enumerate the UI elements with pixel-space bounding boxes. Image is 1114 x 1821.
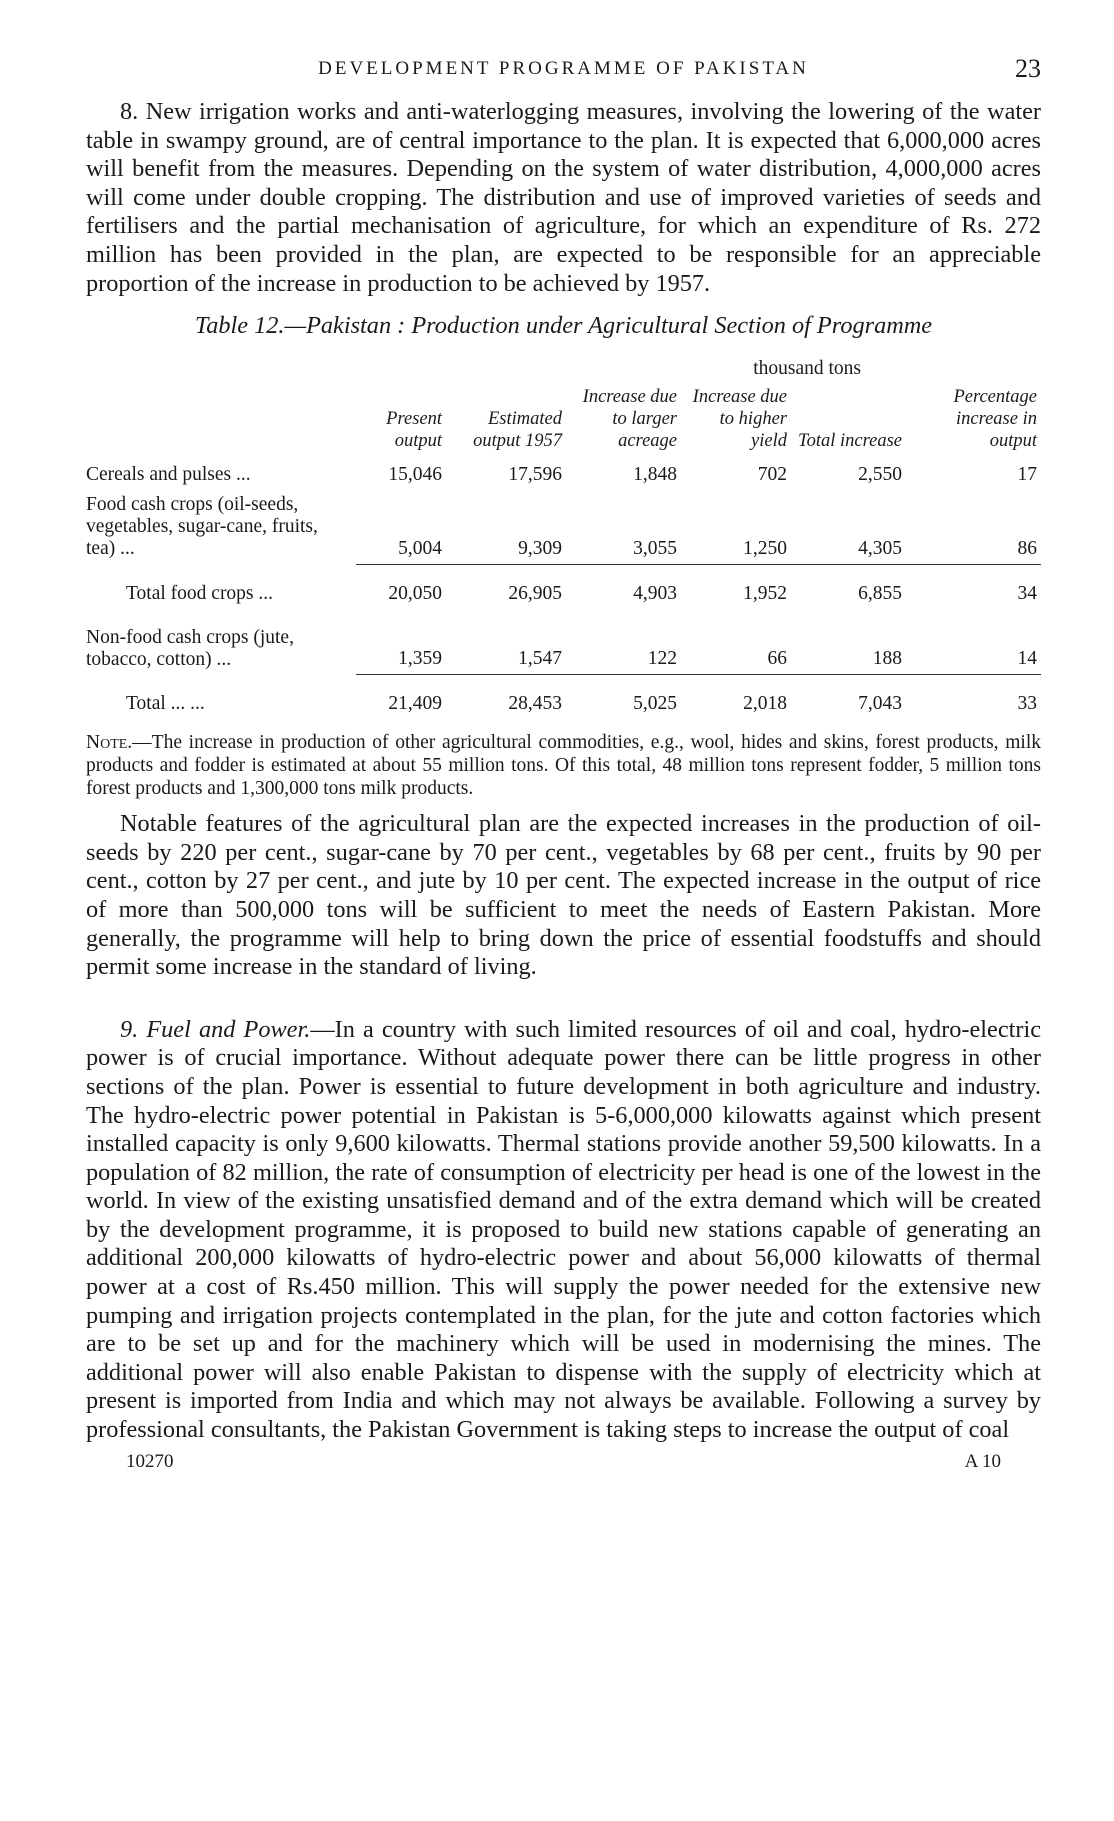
paragraph-9 [86, 1016, 1041, 1445]
row-label: Total food crops ... [126, 582, 274, 604]
document-page [86, 54, 1042, 1475]
cell-present: 21,409 [356, 675, 446, 720]
col-header: Present output [386, 409, 442, 452]
cell-total: 4,305 [858, 537, 902, 559]
cell-percentage: 34 [906, 564, 1041, 609]
table-row [86, 460, 1041, 490]
cell-estimated: 26,905 [446, 564, 566, 609]
cell-estimated: 17,596 [508, 464, 562, 486]
paragraph-9-heading: 9. Fuel and Power. [120, 1015, 311, 1043]
table-row [86, 609, 1041, 675]
cell-present: 5,004 [398, 537, 442, 559]
cell-estimated: 9,309 [518, 537, 562, 559]
paragraph-features: Notable features of the agricultural plan are the expected increases in the production of oil-seeds by 220 per cent., sugar-cane by 70 per cent., vegetables by 68 per cent., fruits by 90 per cent., cotton by 27 per cent., and jute by 10 per cent. The expected increase in the output of rice of more than 500,000 tons will be sufficient to meet the needs of Eastern Pakistan. More generally, the programme will help to bring down the price of essential foodstuffs and should permit some increase in the standard of living. [86, 810, 1041, 981]
section-gap [86, 982, 1041, 1016]
cell-percentage: 33 [906, 675, 1041, 720]
col-header: Estimated output 1957 [473, 409, 562, 452]
row-label: Food cash crops (oil-seeds, vegetables, sugar-cane, fruits, tea) ... [86, 494, 318, 560]
cell-acreage: 4,903 [566, 564, 681, 609]
note-text: —The increase in production of other agricultural commodities, e.g., wool, hides and skins, forest products, milk products and fodder is estimated at about 55 million tons. Of this total, 48 million tons represent fodder, 5 million tons forest products and 1,300,000 tons milk products. [86, 732, 1041, 800]
cell-present: 1,359 [398, 648, 442, 670]
cell-acreage: 5,025 [566, 675, 681, 720]
col-header: Percentage increase in output [953, 387, 1037, 452]
paragraph-9-body: —In a country with such limited resources of oil and coal, hydro-electric power is of crucial importance. Without adequate power there can be little progress in other sections of the plan. Power is essential to future development in both agriculture and industry. The hydro-electric power potential in Pakistan is 5-6,000,000 kilowatts against which present installed capacity is only 9,600 kilowatts. Thermal stations provide another 59,500 kilowatts. In a population of 82 million, the rate of consumption of electricity per head is one of the lowest in the world. In view of the existing unsatisfied demand and of the extra demand which will be created by the development programme, it is proposed to build new stations capable of generating an additional 200,000 kilowatts of hydro-electric power and about 56,000 kilowatts of thermal power at a cost of Rs.450 million. This will supply the power needed for the extensive new pumping and irrigation projects contemplated in the plan, for the jute and cotton factories which are to be set up and for the machinery which will be used in modernising the mines. The additional power will also enable Pakistan to dispense with the supply of electricity which at present is imported from India and which may not always be available. Following a survey by professional consultants, the Pakistan Government is taking steps to increase the output of coal [86, 1015, 1042, 1444]
row-label: Cereals and pulses ... [86, 464, 251, 486]
table-row [86, 490, 1041, 564]
table-unit-note: thousand tons [753, 358, 861, 380]
cell-estimated: 1,547 [518, 648, 562, 670]
cell-present: 20,050 [356, 564, 446, 609]
note-lead: Note. [86, 732, 133, 754]
col-header: Increase due to higher yield [692, 387, 787, 452]
cell-percentage: 14 [1017, 648, 1037, 670]
table-row-subtotal [86, 564, 1041, 609]
production-table [86, 386, 1041, 719]
table-note [86, 731, 1041, 800]
cell-total: 188 [872, 648, 902, 670]
footer-print-code: 10270 [126, 1450, 174, 1472]
page-footer [86, 1451, 1041, 1475]
cell-acreage: 1,848 [633, 464, 677, 486]
running-head: DEVELOPMENT PROGRAMME OF PAKISTAN [318, 58, 809, 79]
footer-signature: A 10 [964, 1450, 1001, 1472]
cell-estimated: 28,453 [446, 675, 566, 720]
table-caption: Table 12.—Pakistan : Production under Agricultural Section of Programme [194, 312, 933, 340]
page-header [86, 54, 1041, 98]
row-label: Non-food cash crops (jute, tobacco, cotton) ... [86, 626, 294, 670]
cell-yield: 1,250 [743, 537, 787, 559]
cell-acreage: 3,055 [633, 537, 677, 559]
page-number: 23 [1015, 54, 1041, 83]
cell-yield: 2,018 [681, 675, 791, 720]
col-header: Total increase [798, 431, 902, 452]
cell-yield: 1,952 [681, 564, 791, 609]
cell-present: 15,046 [388, 464, 442, 486]
cell-total: 7,043 [791, 675, 906, 720]
paragraph-8: 8. New irrigation works and anti-waterlogging measures, involving the lowering of the water table in swampy ground, are of central importance to the plan. It is expected that 6,000,000 acres will benefit from the measures. Depending on the system of water distribution, 4,000,000 acres will come under double cropping. The distribution and use of improved varieties of seeds and fertilisers and the partial mechanisation of agriculture, for which an expenditure of Rs. 272 million has been provided in the plan, are expected to be responsible for an appreciable proportion of the increase in production to be achieved by 1957. [86, 98, 1041, 297]
col-header: Increase due to larger acreage [582, 387, 677, 452]
cell-yield: 66 [767, 648, 787, 670]
table-row-grand-total [86, 675, 1041, 720]
cell-total: 6,855 [791, 564, 906, 609]
table-header-row [86, 386, 1041, 460]
cell-total: 2,550 [858, 464, 902, 486]
row-label: Total ... ... [126, 693, 205, 715]
cell-yield: 702 [757, 464, 787, 486]
cell-percentage: 86 [1017, 537, 1037, 559]
cell-percentage: 17 [1017, 464, 1037, 486]
cell-acreage: 122 [647, 648, 677, 670]
stub-header [86, 386, 356, 460]
